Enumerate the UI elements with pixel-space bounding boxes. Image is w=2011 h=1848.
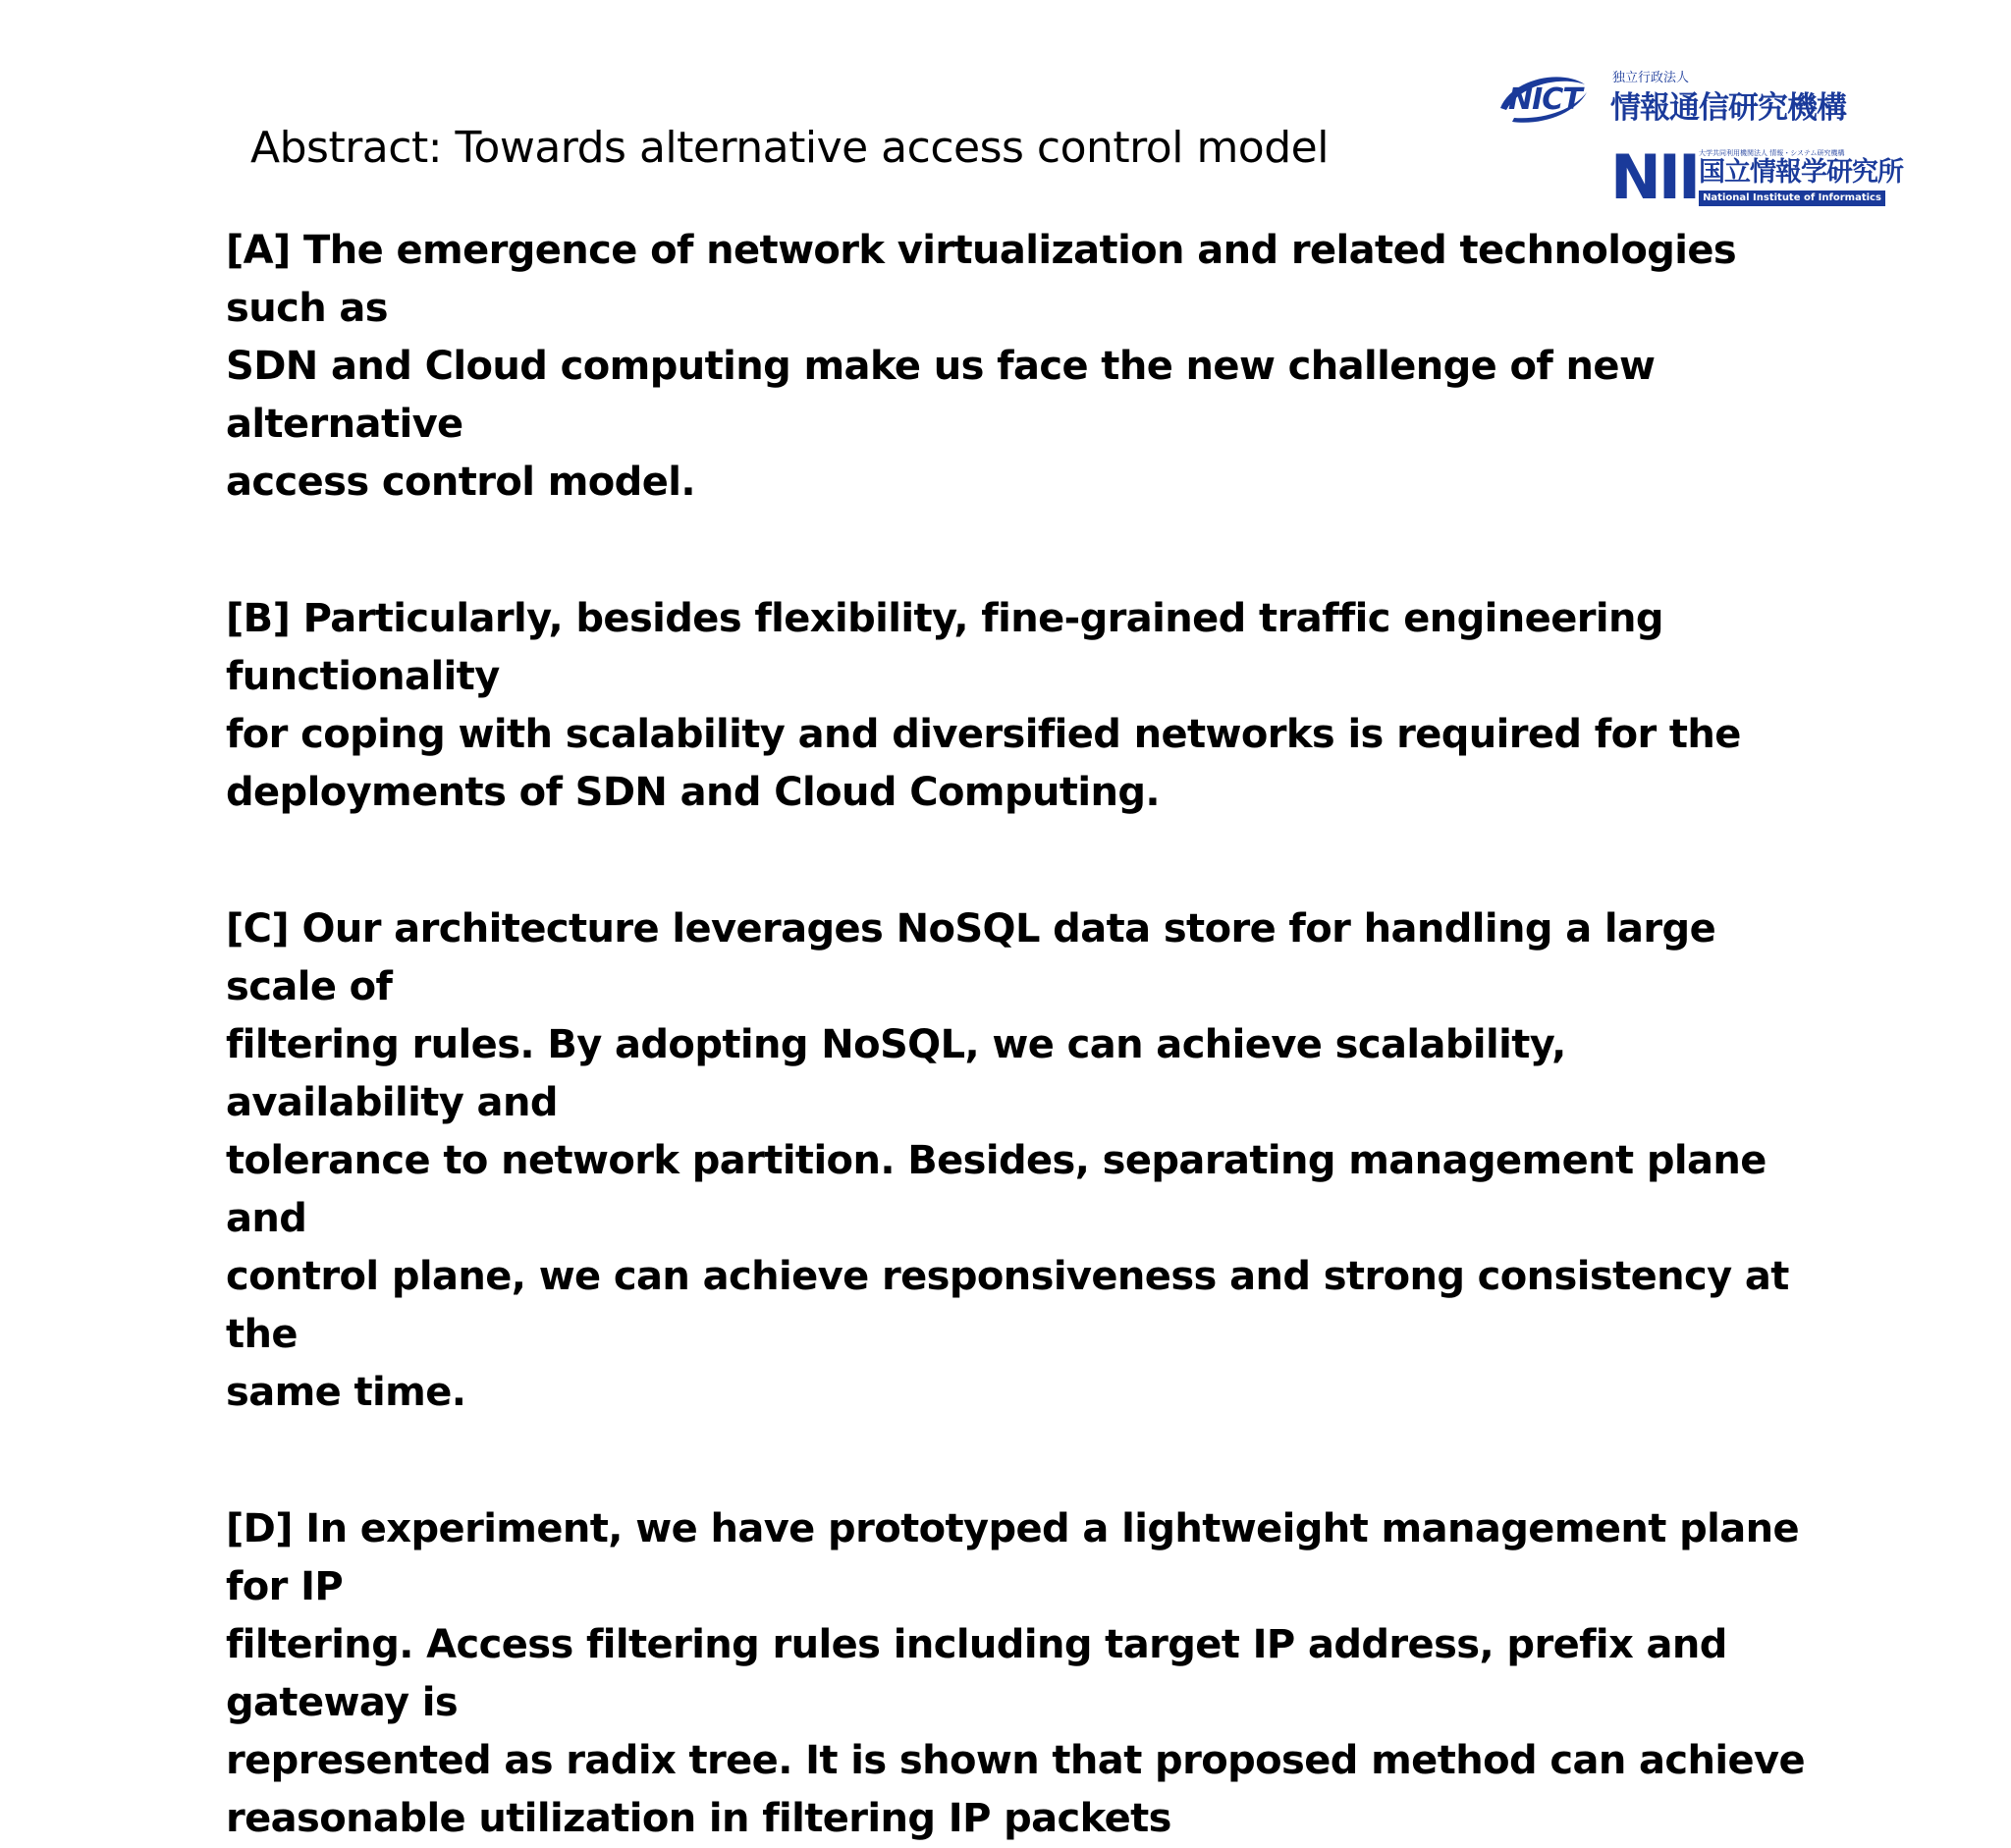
paragraph-line: for coping with scalability and diversified networks is required for the (226, 712, 1741, 757)
nii-english-name: National Institute of Informatics (1699, 190, 1885, 206)
paragraph-b (226, 590, 1817, 822)
paragraph-d (226, 1500, 1817, 1848)
paragraph-line: represented as radix tree. It is shown that proposed method can achieve (226, 1738, 1806, 1783)
paragraph-line: filtering rules. By adopting NoSQL, we can achieve scalability, availability and (226, 1022, 1566, 1125)
paragraph-line: control plane, we can achieve responsiveness and strong consistency at the (226, 1254, 1789, 1357)
paragraph-line: [D] In experiment, we have prototyped a lightweight management plane for IP (226, 1506, 1800, 1609)
nict-mark-text: NICT (1508, 82, 1582, 117)
paragraph-line: deployments of SDN and Cloud Computing. (226, 770, 1160, 815)
paragraph-c (226, 900, 1817, 1422)
paragraph-line: [C] Our architecture leverages NoSQL data store for handling a large scale of (226, 906, 1716, 1009)
paragraph-line: SDN and Cloud computing make us face the new challenge of new alternative (226, 344, 1656, 447)
paragraph-line: [A] The emergence of network virtualization and related technologies such as (226, 228, 1737, 331)
slide-title: Abstract: Towards alternative access control model (250, 123, 1329, 173)
nict-logo (1493, 61, 1885, 130)
nii-tiny-text: 大学共同利用機関法人 情報・システム研究機構 (1699, 149, 1845, 157)
nict-name: 情報通信研究機構 (1610, 90, 1846, 126)
nict-sub-text: 独立行政法人 (1612, 71, 1690, 85)
paragraph-line: reasonable utilization in filtering IP packets (226, 1796, 1171, 1841)
paragraph-a (226, 222, 1817, 512)
nii-name: 国立情報学研究所 (1699, 157, 1903, 188)
paragraph-line: access control model. (226, 460, 695, 505)
paragraph-line: filtering. Access filtering rules including target IP address, prefix and gateway is (226, 1622, 1727, 1725)
abstract-body (226, 222, 1817, 1848)
paragraph-line: tolerance to network partition. Besides, separating management plane and (226, 1138, 1766, 1241)
paragraph-line: [B] Particularly, besides flexibility, fine-grained traffic engineering functionality (226, 596, 1663, 699)
nii-mark-text: NII (1610, 141, 1699, 213)
logos (1493, 61, 1903, 213)
nii-logo (1610, 141, 1905, 213)
paragraph-line: same time. (226, 1370, 466, 1415)
